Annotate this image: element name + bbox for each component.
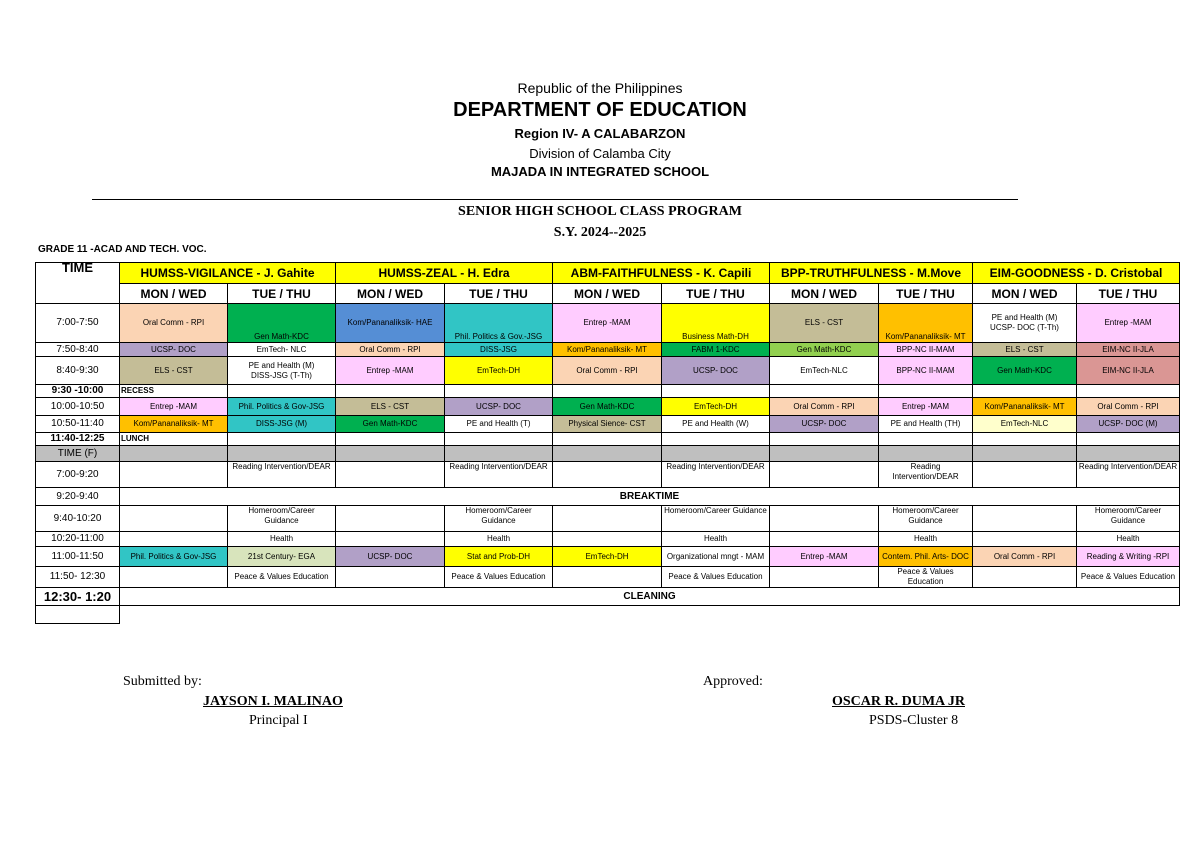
subject-cell bbox=[336, 506, 445, 532]
day-header: TUE / THU bbox=[662, 284, 770, 304]
subject-cell: Oral Comm - RPI bbox=[1077, 398, 1180, 416]
subject-cell: Kom/Pananaliksik- MT bbox=[120, 416, 228, 433]
subject-cell: PE and Health (T) bbox=[445, 416, 553, 433]
approved-name: OSCAR R. DUMA JR bbox=[832, 694, 965, 709]
subject-cell: Reading Intervention/DEAR bbox=[228, 462, 336, 488]
subject-cell: Oral Comm - RPI bbox=[336, 343, 445, 357]
school-year: S.Y. 2024--2025 bbox=[553, 225, 647, 240]
subject-cell: Gen Math-KDC bbox=[553, 398, 662, 416]
subject-cell: Kom/Pananaliksik- MT bbox=[879, 304, 973, 343]
day-header: TUE / THU bbox=[1077, 284, 1180, 304]
cleaning-label: CLEANING bbox=[120, 588, 1180, 606]
subject-cell: Homeroom/Career Guidance bbox=[662, 506, 770, 532]
subject-cell bbox=[336, 532, 445, 547]
subject-cell: Gen Math-KDC bbox=[770, 343, 879, 357]
subject-cell: ELS - CST bbox=[336, 398, 445, 416]
subject-cell: UCSP- DOC bbox=[662, 357, 770, 385]
subject-cell bbox=[553, 506, 662, 532]
day-header: TUE / THU bbox=[445, 284, 553, 304]
subject-cell: Oral Comm - RPI bbox=[770, 398, 879, 416]
subject-cell: Health bbox=[879, 532, 973, 547]
time-cell: 9:20-9:40 bbox=[36, 488, 120, 506]
subject-cell: EmTech- NLC bbox=[228, 343, 336, 357]
day-header: TUE / THU bbox=[879, 284, 973, 304]
subject-cell: Organizational mngt - MAM bbox=[662, 547, 770, 567]
subject-cell: ELS - CST bbox=[770, 304, 879, 343]
subject-cell: DISS-JSG bbox=[445, 343, 553, 357]
subject-cell: PE and Health (TH) bbox=[879, 416, 973, 433]
subject-cell bbox=[553, 567, 662, 588]
day-header: MON / WED bbox=[120, 284, 228, 304]
subject-cell bbox=[120, 462, 228, 488]
subject-cell: Kom/Pananaliksik- HAE bbox=[336, 304, 445, 343]
header-school: MAJADA IN INTEGRATED SCHOOL bbox=[490, 164, 710, 179]
subject-cell: Reading Intervention/DEAR bbox=[445, 462, 553, 488]
subject-cell: Homeroom/Career Guidance bbox=[445, 506, 553, 532]
time-cell: 8:40-9:30 bbox=[36, 357, 120, 385]
subject-cell: Entrep -MAM bbox=[1077, 304, 1180, 343]
subject-cell: Entrep -MAM bbox=[879, 398, 973, 416]
subject-cell: Homeroom/Career Guidance bbox=[228, 506, 336, 532]
subject-cell: EmTech-NLC bbox=[770, 357, 879, 385]
subject-cell: EmTech-DH bbox=[553, 547, 662, 567]
subject-cell bbox=[120, 567, 228, 588]
subject-cell: Physical Sience- CST bbox=[553, 416, 662, 433]
subject-cell: Stat and Prob-DH bbox=[445, 547, 553, 567]
time-cell: 9:40-10:20 bbox=[36, 506, 120, 532]
day-header: MON / WED bbox=[336, 284, 445, 304]
class-program-table bbox=[35, 262, 1180, 624]
subject-cell: BPP-NC II-MAM bbox=[879, 357, 973, 385]
subject-cell: 21st Century- EGA bbox=[228, 547, 336, 567]
subject-cell bbox=[336, 462, 445, 488]
subject-cell: Reading Intervention/DEAR bbox=[879, 462, 973, 488]
time-cell: 7:00-7:50 bbox=[36, 304, 120, 343]
section-header: EIM-GOODNESS - D. Cristobal bbox=[973, 263, 1180, 284]
subject-cell: UCSP- DOC bbox=[770, 416, 879, 433]
grade-label: GRADE 11 -ACAD AND TECH. VOC. bbox=[38, 244, 207, 255]
lunch-label: LUNCH bbox=[120, 433, 228, 446]
subject-cell: Peace & Values Education bbox=[879, 567, 973, 588]
subject-cell bbox=[553, 462, 662, 488]
subject-cell: Oral Comm - RPI bbox=[973, 547, 1077, 567]
time-cell: 10:20-11:00 bbox=[36, 532, 120, 547]
time-cell: 11:00-11:50 bbox=[36, 547, 120, 567]
header-division: Division of Calamba City bbox=[529, 146, 671, 161]
submitted-name: JAYSON I. MALINAO bbox=[203, 694, 343, 709]
subject-cell: EmTech-DH bbox=[662, 398, 770, 416]
subject-cell: Peace & Values Education bbox=[1077, 567, 1180, 588]
submitted-title: Principal I bbox=[249, 713, 308, 728]
subject-cell: Phil. Politics & Gov.-JSG bbox=[445, 304, 553, 343]
subject-cell bbox=[770, 506, 879, 532]
subject-cell bbox=[120, 532, 228, 547]
subject-cell: Reading & Writing -RPI bbox=[1077, 547, 1180, 567]
time-cell: 7:50-8:40 bbox=[36, 343, 120, 357]
subject-cell: Kom/Pananaliksik- MT bbox=[973, 398, 1077, 416]
subject-cell: Peace & Values Education bbox=[445, 567, 553, 588]
section-header: HUMSS-VIGILANCE - J. Gahite bbox=[120, 263, 336, 284]
header-republic: Republic of the Philippines bbox=[517, 80, 683, 96]
subject-cell bbox=[973, 567, 1077, 588]
day-header: TUE / THU bbox=[228, 284, 336, 304]
subject-cell: Health bbox=[445, 532, 553, 547]
subject-cell: Health bbox=[1077, 532, 1180, 547]
day-header: MON / WED bbox=[553, 284, 662, 304]
subject-cell bbox=[120, 506, 228, 532]
subject-cell: UCSP- DOC bbox=[336, 547, 445, 567]
subject-cell: Peace & Values Education bbox=[228, 567, 336, 588]
approved-title: PSDS-Cluster 8 bbox=[869, 713, 959, 728]
header-department: DEPARTMENT OF EDUCATION bbox=[453, 99, 747, 121]
time-cell: 11:40-12:25 bbox=[36, 433, 120, 446]
subject-cell: BPP-NC II-MAM bbox=[879, 343, 973, 357]
subject-cell: Gen Math-KDC bbox=[228, 304, 336, 343]
day-header: MON / WED bbox=[973, 284, 1077, 304]
time-f-header: TIME (F) bbox=[36, 446, 120, 462]
program-title: SENIOR HIGH SCHOOL CLASS PROGRAM bbox=[458, 204, 742, 219]
subject-cell: Entrep -MAM bbox=[770, 547, 879, 567]
subject-cell: EmTech-DH bbox=[445, 357, 553, 385]
time-cell: 9:30 -10:00 bbox=[36, 385, 120, 398]
time-cell: 11:50- 12:30 bbox=[36, 567, 120, 588]
subject-cell: Health bbox=[228, 532, 336, 547]
subject-cell: Homeroom/Career Guidance bbox=[1077, 506, 1180, 532]
subject-cell: Gen Math-KDC bbox=[336, 416, 445, 433]
subject-cell: ELS - CST bbox=[973, 343, 1077, 357]
subject-cell bbox=[770, 532, 879, 547]
subject-cell: Contem. Phil. Arts- DOC bbox=[879, 547, 973, 567]
section-header: BPP-TRUTHFULNESS - M.Move bbox=[770, 263, 973, 284]
subject-cell: PE and Health (W) bbox=[662, 416, 770, 433]
subject-cell: PE and Health (M) UCSP- DOC (T-Th) bbox=[973, 304, 1077, 343]
subject-cell bbox=[770, 567, 879, 588]
section-header: ABM-FAITHFULNESS - K. Capili bbox=[553, 263, 770, 284]
subject-cell: Health bbox=[662, 532, 770, 547]
subject-cell: UCSP- DOC bbox=[120, 343, 228, 357]
subject-cell: Entrep -MAM bbox=[336, 357, 445, 385]
subject-cell bbox=[973, 462, 1077, 488]
subject-cell: Reading Intervention/DEAR bbox=[662, 462, 770, 488]
subject-cell: Gen Math-KDC bbox=[973, 357, 1077, 385]
subject-cell: Kom/Pananaliksik- MT bbox=[553, 343, 662, 357]
subject-cell: EmTech-NLC bbox=[973, 416, 1077, 433]
subject-cell: Entrep -MAM bbox=[553, 304, 662, 343]
breaktime-label: BREAKTIME bbox=[120, 488, 1180, 506]
section-header: HUMSS-ZEAL - H. Edra bbox=[336, 263, 553, 284]
time-cell: 10:00-10:50 bbox=[36, 398, 120, 416]
subject-cell: EIM-NC II-JLA bbox=[1077, 357, 1180, 385]
time-header: TIME bbox=[36, 263, 120, 304]
subject-cell: Phil. Politics & Gov-JSG bbox=[120, 547, 228, 567]
subject-cell: Oral Comm - RPI bbox=[120, 304, 228, 343]
subject-cell: Phil. Politics & Gov-JSG bbox=[228, 398, 336, 416]
approved-label: Approved: bbox=[703, 674, 763, 689]
subject-cell: Entrep -MAM bbox=[120, 398, 228, 416]
time-cell: 7:00-9:20 bbox=[36, 462, 120, 488]
subject-cell bbox=[553, 532, 662, 547]
subject-cell bbox=[770, 462, 879, 488]
subject-cell bbox=[336, 567, 445, 588]
subject-cell: UCSP- DOC (M) bbox=[1077, 416, 1180, 433]
time-cell: 12:30- 1:20 bbox=[36, 588, 120, 606]
recess-label: RECESS bbox=[120, 385, 228, 398]
subject-cell: PE and Health (M) DISS-JSG (T-Th) bbox=[228, 357, 336, 385]
time-cell: 10:50-11:40 bbox=[36, 416, 120, 433]
submitted-label: Submitted by: bbox=[123, 674, 202, 689]
subject-cell: FABM 1-KDC bbox=[662, 343, 770, 357]
day-header: MON / WED bbox=[770, 284, 879, 304]
subject-cell: Oral Comm - RPI bbox=[553, 357, 662, 385]
subject-cell: DISS-JSG (M) bbox=[228, 416, 336, 433]
subject-cell: ELS - CST bbox=[120, 357, 228, 385]
subject-cell: EIM-NC II-JLA bbox=[1077, 343, 1180, 357]
header-divider bbox=[92, 199, 1018, 200]
header-region: Region IV- A CALABARZON bbox=[514, 126, 686, 141]
subject-cell: Reading Intervention/DEAR bbox=[1077, 462, 1180, 488]
subject-cell bbox=[973, 532, 1077, 547]
subject-cell: UCSP- DOC bbox=[445, 398, 553, 416]
subject-cell: Peace & Values Education bbox=[662, 567, 770, 588]
subject-cell: Homeroom/Career Guidance bbox=[879, 506, 973, 532]
subject-cell bbox=[973, 506, 1077, 532]
subject-cell: Business Math-DH bbox=[662, 304, 770, 343]
